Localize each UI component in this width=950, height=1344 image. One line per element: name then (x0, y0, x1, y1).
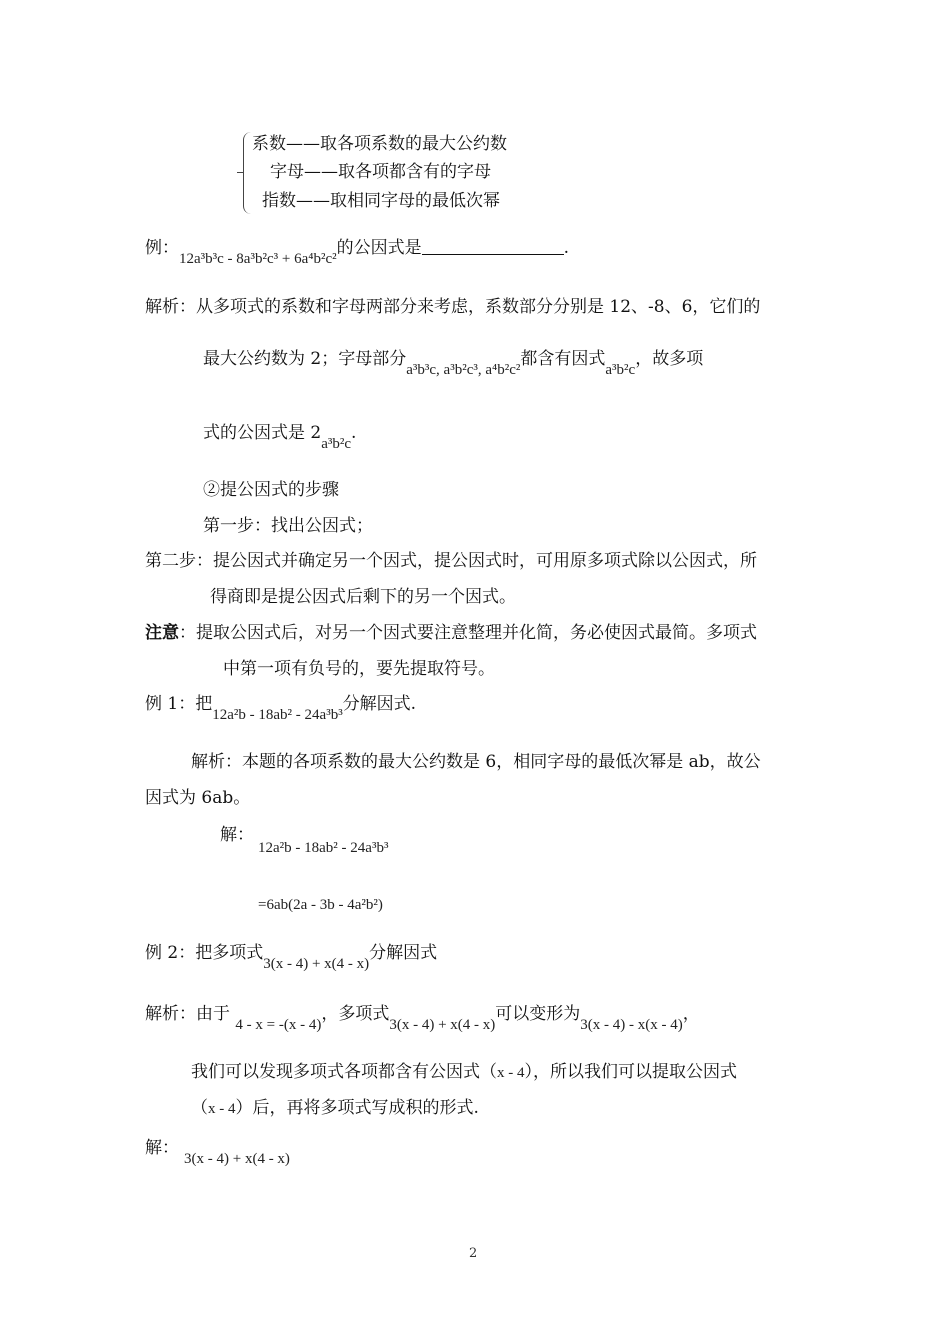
example-2-an-c: 可以变形为 (495, 1004, 581, 1024)
example-2-an-expr-2: 3(x - 4) + x(4 - x) (389, 1017, 496, 1033)
example-2-solution-expression: 3(x - 4) + x(4 - x) (184, 1151, 290, 1167)
example-2-analysis-line-2 (191, 1060, 737, 1085)
analysis-0-text-b: 都含有因式 (520, 349, 606, 369)
example-2-an-b: ，多项式 (321, 1004, 390, 1024)
analysis-0-text-d: 式的公因式是 2 (203, 423, 322, 443)
example-2-label: 例 2：把多项式 (145, 943, 264, 963)
analysis-0-text-c: ，故多项 (635, 349, 704, 369)
example-2-an-d: ， (682, 1004, 700, 1024)
page-number: 2 (469, 1246, 478, 1261)
example-0-label: 例： (145, 238, 179, 258)
analysis-0-line-1: 解析：从多项式的系数和字母两部分来考虑，系数部分分别是 12、-8、6，它们的 (145, 297, 761, 317)
brace-item-coefficient: 系数——取各项系数的最大公约数 (252, 134, 507, 154)
example-2-an-expr-1: 4 - x = -(x - 4) (235, 1017, 322, 1033)
brace-item-exponent: 指数——取相同字母的最低次幂 (262, 191, 500, 211)
example-2-an-l2-b: ），所以我们可以提取公因式 (524, 1062, 737, 1082)
answer-blank (422, 236, 564, 255)
example-0-text: 的公因式是 (336, 238, 422, 258)
example-2-an-a: 解析：由于 (145, 1004, 230, 1024)
example-1-analysis-line-2: 因式为 6ab。 (145, 788, 251, 808)
example-2-an-l3-expr: x - 4 (208, 1101, 236, 1117)
note-label: 注意 (145, 623, 179, 643)
example-0-expression: 12a³b³c - 8a³b²c³ + 6a⁴b²c² (179, 251, 337, 267)
analysis-0-line-3 (203, 421, 357, 452)
example-1-solution-line-1: 12a²b - 18ab² - 24a³b³ (258, 840, 389, 856)
analysis-0-text-a: 最大公约数为 2；字母部分 (203, 349, 407, 369)
example-1-line (145, 692, 417, 723)
example-0-line (145, 236, 570, 267)
example-1-solution-label: 解： (220, 825, 254, 845)
note-line-2: 中第一项有负号的，要先提取符号。 (223, 659, 495, 679)
analysis-0-end: . (351, 423, 357, 443)
example-2-an-l2-expr: x - 4 (497, 1065, 525, 1081)
example-0-end: . (563, 238, 570, 258)
step-2-line-2: 得商即是提公因式后剩下的另一个因式。 (210, 587, 516, 607)
example-1-after: 分解因式. (342, 694, 417, 714)
brace-item-letter: 字母——取各项都含有的字母 (270, 162, 491, 182)
example-2-analysis-line-3 (191, 1096, 479, 1121)
example-2-an-l3-a: （ (191, 1098, 208, 1118)
analysis-0-line-2 (203, 347, 704, 378)
brace-symbol (243, 132, 252, 214)
example-1-expression: 12a²b - 18ab² - 24a³b³ (212, 707, 343, 723)
analysis-0-expr-common: a³b²c (321, 436, 352, 452)
step-1: 第一步：找出公因式； (203, 516, 373, 536)
example-1-solution-line-2: =6ab(2a - 3b - 4a²b²) (258, 897, 383, 913)
analysis-0-expr-factor: a³b²c (605, 362, 636, 378)
example-2-line (145, 941, 438, 972)
step-2-line-1: 第二步：提公因式并确定另一个因式，提公因式时，可用原多项式除以公因式，所 (145, 551, 757, 571)
example-2-an-l3-b: ）后，再将多项式写成积的形式. (235, 1098, 479, 1118)
note-text: ：提取公因式后，对另一个因式要注意整理并化简，务必使因式最简。多项式 (179, 623, 757, 643)
analysis-0-expr-letters: a³b³c, a³b²c³, a⁴b²c² (406, 362, 521, 378)
steps-title: ②提公因式的步骤 (203, 480, 339, 500)
example-2-after: 分解因式 (369, 943, 438, 963)
example-2-an-l2-a: 我们可以发现多项式各项都含有公因式（ (191, 1062, 497, 1082)
example-2-solution-label: 解： (145, 1138, 179, 1158)
example-2-analysis-line-1 (145, 1002, 700, 1033)
example-1-label: 例 1：把 (145, 694, 213, 714)
example-2-expression: 3(x - 4) + x(4 - x) (263, 956, 370, 972)
example-1-analysis-line-1: 解析：本题的各项系数的最大公约数是 6，相同字母的最低次幂是 ab，故公 (191, 752, 761, 772)
note-line-1 (145, 621, 757, 645)
example-2-an-expr-3: 3(x - 4) - x(x - 4) (580, 1017, 683, 1033)
